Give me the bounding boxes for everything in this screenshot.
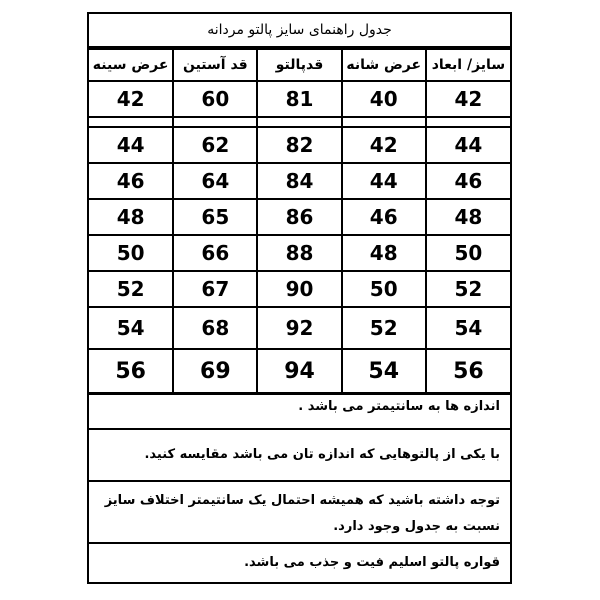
table-cell: 54 <box>426 307 510 349</box>
table-cell: 60 <box>173 81 257 117</box>
column-header-size: سایز/ ابعاد <box>426 49 510 81</box>
table-row <box>89 163 510 199</box>
note-item: توجه داشته باشید که همیشه احتمال یک سانتیمتر اختلاف سایز نسبت به جدول وجود دارد. <box>89 482 510 544</box>
table-cell: 44 <box>426 127 510 163</box>
table-header-row <box>89 49 510 81</box>
size-table <box>89 48 510 395</box>
table-cell: 48 <box>342 235 426 271</box>
table-cell: 46 <box>89 163 173 199</box>
table-cell: 69 <box>173 349 257 394</box>
column-header-coat-length: قدپالتو <box>257 49 341 81</box>
note-item: اندازه ها به سانتیمتر می باشد . <box>89 374 510 430</box>
table-cell: 82 <box>257 127 341 163</box>
table-cell: 40 <box>342 81 426 117</box>
table-cell: 67 <box>173 271 257 307</box>
table-cell: 64 <box>173 163 257 199</box>
table-row <box>89 271 510 307</box>
table-cell: 44 <box>89 127 173 163</box>
table-cell: 84 <box>257 163 341 199</box>
table-cell: 94 <box>257 349 341 394</box>
table-cell: 54 <box>89 307 173 349</box>
table-cell: 66 <box>173 235 257 271</box>
table-cell: 52 <box>342 307 426 349</box>
table-cell: 54 <box>342 349 426 394</box>
table-cell: 50 <box>89 235 173 271</box>
table-cell: 88 <box>257 235 341 271</box>
note-item: با یکی از پالتوهایی که اندازه تان می باشد مقایسه کنید. <box>89 430 510 482</box>
table-cell: 42 <box>426 81 510 117</box>
table-cell: 65 <box>173 199 257 235</box>
table-row <box>89 235 510 271</box>
table-cell: 52 <box>89 271 173 307</box>
column-header-sleeve-length: قد آستین <box>173 49 257 81</box>
column-header-shoulder-width: عرض شانه <box>342 49 426 81</box>
table-cell: 46 <box>426 163 510 199</box>
size-guide-title: جدول راهنمای سایز پالتو مردانه <box>89 14 510 48</box>
row-separator <box>89 117 510 127</box>
table-cell: 50 <box>342 271 426 307</box>
table-cell: 48 <box>89 199 173 235</box>
table-cell: 90 <box>257 271 341 307</box>
table-cell: 86 <box>257 199 341 235</box>
table-cell: 92 <box>257 307 341 349</box>
table-cell: 44 <box>342 163 426 199</box>
notes-section <box>89 374 510 584</box>
table-cell: 48 <box>426 199 510 235</box>
table-cell: 52 <box>426 271 510 307</box>
note-item: قواره پالتو اسلیم فیت و جذب می باشد. <box>244 555 500 570</box>
table-row <box>89 81 510 117</box>
table-cell: 68 <box>173 307 257 349</box>
table-row <box>89 199 510 235</box>
table-cell: 62 <box>173 127 257 163</box>
column-header-chest-width: عرض سینه <box>89 49 173 81</box>
table-cell: 56 <box>426 349 510 394</box>
table-cell: 50 <box>426 235 510 271</box>
table-cell: 81 <box>257 81 341 117</box>
table-row <box>89 307 510 349</box>
table-cell: 56 <box>89 349 173 394</box>
size-guide-sheet <box>87 12 512 584</box>
table-cell: 46 <box>342 199 426 235</box>
table-cell: 42 <box>342 127 426 163</box>
table-cell: 42 <box>89 81 173 117</box>
table-row <box>89 127 510 163</box>
